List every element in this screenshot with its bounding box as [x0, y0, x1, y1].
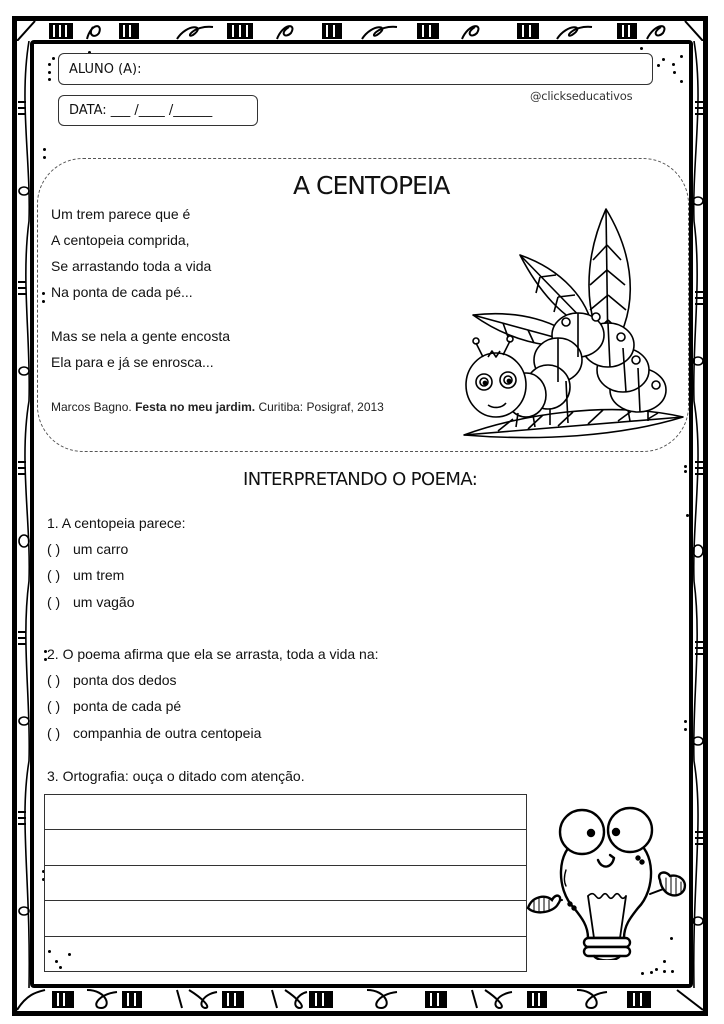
writing-line[interactable] — [45, 830, 526, 865]
lightbulb-illustration — [526, 800, 688, 960]
dictation-writing-area[interactable] — [44, 794, 527, 972]
decorative-border-right — [692, 41, 704, 988]
decorative-border-left — [17, 41, 31, 988]
writing-line[interactable] — [45, 901, 526, 936]
answer-checkbox[interactable]: ( ) — [47, 725, 61, 741]
question-2-option-2[interactable] — [47, 698, 181, 714]
decorative-border-bottom — [17, 988, 703, 1011]
option-label: um carro — [73, 541, 129, 557]
option-label: um trem — [73, 567, 125, 583]
writing-line[interactable] — [45, 937, 526, 972]
citation-book: Festa no meu jardim. — [135, 400, 256, 414]
poem-line: Mas se nela a gente encosta — [51, 328, 231, 344]
date-label: DATA: ___ /____ /______ — [69, 103, 213, 118]
poem-line: Na ponta de cada pé... — [51, 284, 193, 300]
question-2: 2. O poema afirma que ela se arrasta, toda a vida na: — [47, 646, 379, 662]
question-2-option-1[interactable] — [47, 672, 177, 688]
question-1-option-3[interactable] — [47, 594, 134, 610]
poem-line: Se arrastando toda a vida — [51, 258, 212, 274]
option-label: companhia de outra centopeia — [73, 725, 262, 741]
poem-title: A CENTOPEIA — [293, 171, 450, 200]
poem-line: Ela para e já se enrosca... — [51, 354, 214, 370]
question-1-option-1[interactable] — [47, 541, 128, 557]
question-1: 1. A centopeia parece: — [47, 515, 186, 531]
student-name-label: ALUNO (A): — [69, 61, 142, 77]
question-2-option-3[interactable] — [47, 725, 261, 741]
writing-line[interactable] — [45, 866, 526, 901]
answer-checkbox[interactable]: ( ) — [47, 541, 61, 557]
citation-publisher: Curitiba: Posigraf, 2013 — [258, 400, 384, 414]
poem-line: A centopeia comprida, — [51, 232, 190, 248]
decorative-border-top — [17, 21, 703, 41]
section-title: INTERPRETANDO O POEMA: — [243, 469, 478, 490]
writing-line[interactable] — [45, 795, 526, 830]
centipede-illustration — [458, 205, 690, 443]
answer-checkbox[interactable]: ( ) — [47, 672, 61, 688]
poem-citation — [51, 400, 384, 414]
answer-checkbox[interactable]: ( ) — [47, 594, 61, 610]
answer-checkbox[interactable]: ( ) — [47, 698, 61, 714]
poem-line: Um trem parece que é — [51, 206, 191, 222]
author-credit: @clickseducativos — [530, 89, 633, 103]
question-1-option-2[interactable] — [47, 567, 124, 583]
option-label: ponta dos dedos — [73, 672, 177, 688]
option-label: ponta de cada pé — [73, 698, 182, 714]
question-3: 3. Ortografia: ouça o ditado com atenção. — [47, 768, 305, 784]
option-label: um vagão — [73, 594, 135, 610]
answer-checkbox[interactable]: ( ) — [47, 567, 61, 583]
date-field[interactable] — [58, 95, 258, 126]
citation-author: Marcos Bagno. — [51, 400, 132, 414]
student-name-field[interactable] — [58, 53, 653, 85]
